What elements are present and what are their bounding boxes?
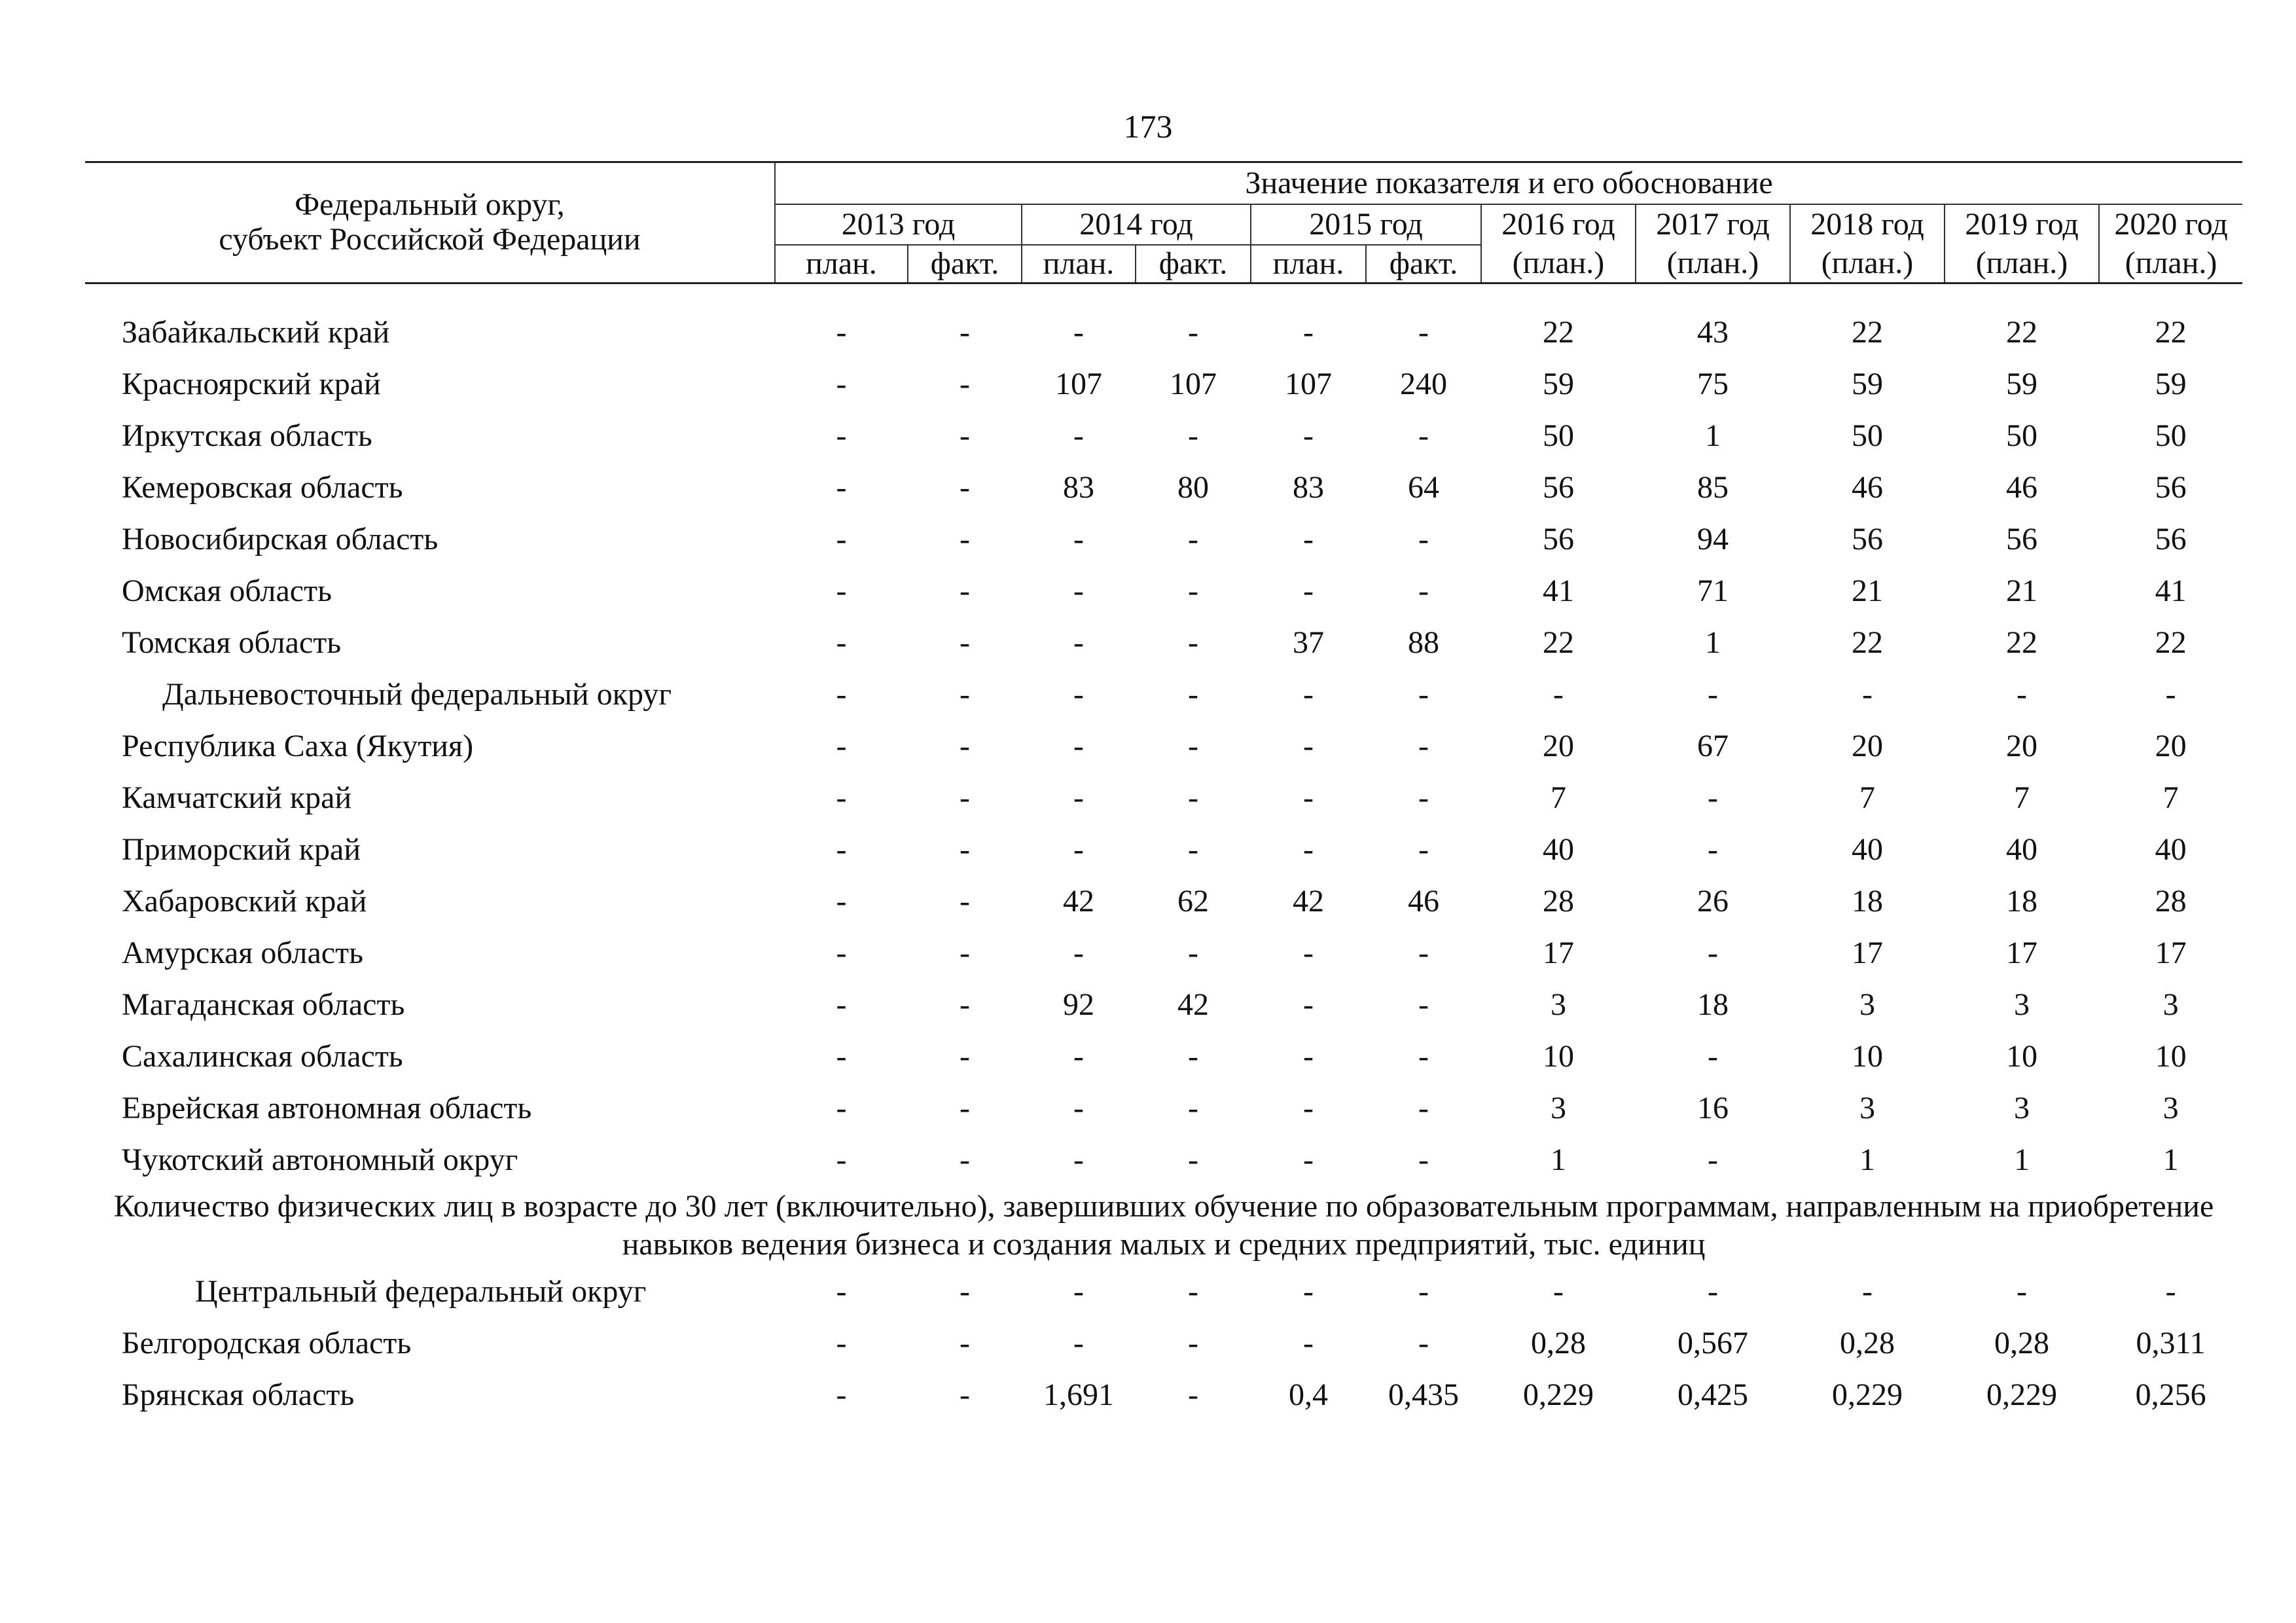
region-name: Красноярский край: [122, 367, 381, 401]
value-cell: -: [1708, 936, 1718, 970]
value-cell: -: [1188, 780, 1198, 815]
district-row: [85, 668, 2242, 720]
year-header-2014: 2014 год: [1022, 204, 1251, 245]
value-cell: -: [1188, 1091, 1198, 1125]
value-cell: -: [1303, 729, 1314, 763]
value-cell: 88: [1408, 625, 1439, 660]
value-cell: -: [836, 625, 847, 660]
value-cell: 0,4: [1289, 1377, 1328, 1412]
value-cell: -: [960, 625, 970, 660]
value-cell: 0,435: [1388, 1377, 1459, 1412]
value-cell: 0,229: [1986, 1377, 2057, 1412]
region-name: Еврейская автономная область: [122, 1091, 532, 1125]
value-cell: 21: [1852, 574, 1883, 608]
value-cell: -: [960, 936, 970, 970]
value-cell: -: [1188, 677, 1198, 712]
value-cell: 1: [1705, 418, 1721, 453]
value-cell: -: [1303, 987, 1314, 1022]
value-cell: 56: [2155, 470, 2187, 505]
section-title-row: [85, 1186, 2242, 1266]
value-cell: 7: [1551, 780, 1566, 815]
year-header-2020: 2020 год: [2114, 207, 2228, 242]
year-header-2018: 2018 год: [1790, 204, 1945, 245]
value-cell: -: [1303, 780, 1314, 815]
table-row: [85, 358, 2242, 410]
value-cell: 18: [2006, 884, 2037, 919]
value-cell: -: [836, 780, 847, 815]
page-number: 173: [1123, 108, 1173, 145]
region-name: Новосибирская область: [122, 522, 439, 556]
table-row: [85, 1134, 2242, 1186]
value-cell: -: [1418, 987, 1429, 1022]
table-row: [85, 306, 2242, 358]
value-cell: 64: [1408, 470, 1439, 505]
region-name: Сахалинская область: [122, 1039, 403, 1074]
value-cell: 59: [1852, 367, 1883, 401]
value-cell: -: [1303, 1326, 1314, 1360]
value-cell: -: [2017, 677, 2027, 712]
value-cell: 17: [1543, 936, 1574, 970]
value-cell: 17: [1852, 936, 1883, 970]
table-row: [85, 617, 2242, 668]
value-cell: -: [836, 522, 847, 556]
value-cell: -: [1303, 574, 1314, 608]
value-cell: -: [1303, 418, 1314, 453]
value-cell: -: [1862, 677, 1873, 712]
value-cell: 3: [1859, 987, 1875, 1022]
region-name: Хабаровский край: [122, 884, 367, 919]
value-cell: 1: [1705, 625, 1721, 660]
spacer-row: [85, 283, 2242, 307]
value-cell: -: [1188, 1274, 1198, 1309]
value-cell: -: [1418, 315, 1429, 350]
value-cell: -: [1073, 936, 1084, 970]
value-cell: -: [1188, 625, 1198, 660]
value-cell: 22: [1852, 625, 1883, 660]
value-cell: -: [836, 574, 847, 608]
value-cell: -: [836, 987, 847, 1022]
value-cell: -: [1073, 729, 1084, 763]
value-cell: -: [1303, 315, 1314, 350]
value-cell: 0,256: [2135, 1377, 2206, 1412]
section-title: Количество физических лиц в возрасте до 30 лет (включительно), завершивших обучение по образовательным программам, направленным на приобретение навыков ведения бизнеса и создания малых и средних предприятий, тыс. единиц: [113, 1189, 2214, 1262]
value-cell: -: [1708, 832, 1718, 867]
value-cell: 83: [1293, 470, 1324, 505]
value-cell: -: [1708, 1039, 1718, 1074]
table-row: [85, 1369, 2242, 1421]
table-row: [85, 1082, 2242, 1134]
value-cell: 40: [2006, 832, 2037, 867]
value-cell: -: [1188, 522, 1198, 556]
value-cell: -: [960, 1091, 970, 1125]
value-cell: 42: [1293, 884, 1324, 919]
value-cell: -: [1553, 677, 1564, 712]
sub-header-plan: план.: [775, 245, 908, 283]
value-cell: 59: [1543, 367, 1574, 401]
value-cell: -: [836, 1039, 847, 1074]
value-cell: -: [836, 677, 847, 712]
group-header: Значение показателя и его обоснование: [775, 162, 2242, 205]
value-cell: 17: [2155, 936, 2187, 970]
value-cell: -: [1073, 1039, 1084, 1074]
value-cell: 20: [1543, 729, 1574, 763]
value-cell: -: [1708, 780, 1718, 815]
value-cell: -: [960, 1274, 970, 1309]
value-cell: -: [1073, 780, 1084, 815]
value-cell: 3: [2162, 1091, 2179, 1125]
value-cell: 62: [1177, 884, 1209, 919]
value-cell: 50: [1852, 418, 1883, 453]
value-cell: 17: [2006, 936, 2037, 970]
value-cell: -: [1303, 1039, 1314, 1074]
table-row: [85, 462, 2242, 513]
value-cell: -: [1418, 780, 1429, 815]
region-name: Брянская область: [122, 1377, 355, 1412]
value-cell: 21: [2006, 574, 2037, 608]
table-row: [85, 979, 2242, 1030]
value-cell: 20: [2155, 729, 2187, 763]
value-cell: -: [960, 729, 970, 763]
value-cell: -: [836, 1274, 847, 1309]
value-cell: 28: [2155, 884, 2187, 919]
value-cell: -: [1188, 1326, 1198, 1360]
table-row: [85, 410, 2242, 462]
table-row: [85, 565, 2242, 617]
year-header-2013: 2013 год: [775, 204, 1022, 245]
region-name: Республика Саха (Якутия): [122, 729, 474, 763]
value-cell: 22: [2155, 625, 2187, 660]
value-cell: -: [960, 315, 970, 350]
value-cell: -: [1073, 677, 1084, 712]
region-name: Белгородская область: [122, 1326, 412, 1360]
value-cell: -: [1073, 522, 1084, 556]
value-cell: 22: [1543, 625, 1574, 660]
table-row: [85, 824, 2242, 875]
table-row: [85, 1317, 2242, 1369]
value-cell: 41: [1543, 574, 1574, 608]
year-header-2019: 2019 год: [1945, 204, 2099, 245]
value-cell: 0,567: [1677, 1326, 1748, 1360]
value-cell: -: [1303, 936, 1314, 970]
value-cell: -: [960, 677, 970, 712]
value-cell: -: [1188, 832, 1198, 867]
value-cell: 0,311: [2136, 1326, 2206, 1360]
value-cell: 0,229: [1832, 1377, 1903, 1412]
table-row: [85, 720, 2242, 772]
value-cell: -: [2165, 677, 2176, 712]
value-cell: -: [1418, 522, 1429, 556]
value-cell: 22: [1852, 315, 1883, 350]
value-cell: -: [1418, 832, 1429, 867]
value-cell: -: [960, 987, 970, 1022]
value-cell: 26: [1697, 884, 1729, 919]
value-cell: -: [1303, 1274, 1314, 1309]
value-cell: -: [1188, 1039, 1198, 1074]
value-cell: -: [836, 1142, 847, 1177]
value-cell: 46: [2006, 470, 2037, 505]
value-cell: 46: [1852, 470, 1883, 505]
value-cell: 1: [2162, 1142, 2179, 1177]
value-cell: 22: [2006, 625, 2037, 660]
value-cell: -: [2017, 1274, 2027, 1309]
value-cell: 67: [1697, 729, 1729, 763]
value-cell: 16: [1697, 1091, 1729, 1125]
value-cell: 107: [1285, 367, 1332, 401]
value-cell: 3: [2162, 987, 2179, 1022]
value-cell: -: [960, 470, 970, 505]
value-cell: -: [1188, 1142, 1198, 1177]
value-cell: 0,28: [1840, 1326, 1895, 1360]
value-cell: -: [836, 729, 847, 763]
value-cell: -: [1708, 677, 1718, 712]
value-cell: 0,229: [1523, 1377, 1594, 1412]
sub-header-plan: план.: [1251, 245, 1366, 283]
value-cell: -: [1418, 1039, 1429, 1074]
value-cell: -: [960, 832, 970, 867]
value-cell: 50: [2006, 418, 2037, 453]
region-name: Кемеровская область: [122, 470, 403, 505]
value-cell: 10: [1543, 1039, 1574, 1074]
value-cell: -: [1708, 1142, 1718, 1177]
value-cell: 56: [1543, 470, 1574, 505]
value-cell: -: [1188, 315, 1198, 350]
value-cell: -: [836, 1326, 847, 1360]
value-cell: -: [836, 367, 847, 401]
region-name: Иркутская область: [122, 418, 372, 453]
value-cell: 22: [2155, 315, 2187, 350]
sub-header-plan-paren: (план.): [1481, 245, 1636, 283]
value-cell: 80: [1177, 470, 1209, 505]
value-cell: -: [1188, 574, 1198, 608]
value-cell: -: [1862, 1274, 1873, 1309]
value-cell: -: [960, 780, 970, 815]
value-cell: 20: [1852, 729, 1883, 763]
value-cell: 85: [1697, 470, 1729, 505]
value-cell: 41: [2155, 574, 2187, 608]
region-name: Камчатский край: [122, 780, 352, 815]
value-cell: -: [1188, 936, 1198, 970]
value-cell: -: [1418, 418, 1429, 453]
value-cell: -: [1303, 522, 1314, 556]
value-cell: -: [1073, 1274, 1084, 1309]
value-cell: -: [1073, 418, 1084, 453]
value-cell: -: [1073, 315, 1084, 350]
table-row: [85, 927, 2242, 979]
value-cell: 0,425: [1677, 1377, 1748, 1412]
sub-header-plan: план.: [1022, 245, 1136, 283]
value-cell: -: [836, 832, 847, 867]
value-cell: 1: [1551, 1142, 1566, 1177]
value-cell: 50: [2155, 418, 2187, 453]
value-cell: 107: [1170, 367, 1217, 401]
value-cell: -: [1303, 677, 1314, 712]
value-cell: 7: [2014, 780, 2030, 815]
sub-header-fact: факт.: [908, 245, 1022, 283]
value-cell: 107: [1055, 367, 1102, 401]
district-row: [85, 1266, 2242, 1317]
value-cell: 10: [1852, 1039, 1883, 1074]
value-cell: -: [1303, 1142, 1314, 1177]
value-cell: 92: [1063, 987, 1094, 1022]
value-cell: 3: [1859, 1091, 1875, 1125]
value-cell: 10: [2155, 1039, 2187, 1074]
sub-header-plan-paren: (план.): [2125, 246, 2217, 281]
table-row: [85, 1030, 2242, 1082]
value-cell: 18: [1697, 987, 1729, 1022]
year-header-2016: 2016 год: [1481, 204, 1636, 245]
sub-header-fact: факт.: [1136, 245, 1251, 283]
value-cell: 50: [1543, 418, 1574, 453]
value-cell: -: [836, 315, 847, 350]
value-cell: 59: [2006, 367, 2037, 401]
region-name: Амурская область: [122, 936, 363, 970]
table-row: [85, 875, 2242, 927]
value-cell: 43: [1697, 315, 1729, 350]
value-cell: -: [960, 574, 970, 608]
value-cell: -: [836, 1091, 847, 1125]
value-cell: -: [2165, 1274, 2176, 1309]
value-cell: -: [960, 1039, 970, 1074]
value-cell: -: [1188, 1377, 1198, 1412]
value-cell: 0,28: [1994, 1326, 2049, 1360]
value-cell: 7: [1859, 780, 1875, 815]
value-cell: -: [1188, 418, 1198, 453]
value-cell: -: [1073, 1326, 1084, 1360]
district-name: Дальневосточный федеральный округ: [162, 677, 672, 712]
table-row: [85, 772, 2242, 824]
value-cell: -: [836, 884, 847, 919]
value-cell: 3: [1551, 1091, 1566, 1125]
value-cell: -: [1553, 1274, 1564, 1309]
value-cell: -: [1073, 832, 1084, 867]
value-cell: 18: [1852, 884, 1883, 919]
year-header-2017: 2017 год: [1636, 204, 1790, 245]
value-cell: -: [960, 1142, 970, 1177]
value-cell: -: [1073, 1091, 1084, 1125]
value-cell: 75: [1697, 367, 1729, 401]
value-cell: -: [1418, 1274, 1429, 1309]
value-cell: 1: [2014, 1142, 2030, 1177]
value-cell: 56: [1852, 522, 1883, 556]
value-cell: -: [960, 1377, 970, 1412]
value-cell: 22: [1543, 315, 1574, 350]
value-cell: -: [960, 522, 970, 556]
region-name: Чукотский автономный округ: [122, 1142, 518, 1177]
table-body: [85, 283, 2242, 1421]
region-header-line2: субъект Российской Федерации: [219, 222, 641, 257]
value-cell: -: [1418, 936, 1429, 970]
value-cell: -: [1418, 1326, 1429, 1360]
table-header: [85, 162, 2242, 283]
value-cell: 40: [1543, 832, 1574, 867]
value-cell: 1: [1859, 1142, 1875, 1177]
value-cell: 56: [1543, 522, 1574, 556]
value-cell: 40: [1852, 832, 1883, 867]
value-cell: -: [836, 418, 847, 453]
value-cell: 22: [2006, 315, 2037, 350]
value-cell: 42: [1177, 987, 1209, 1022]
value-cell: 83: [1063, 470, 1094, 505]
region-header-line1: Федеральный округ,: [295, 187, 565, 223]
value-cell: -: [1418, 1091, 1429, 1125]
region-name: Приморский край: [122, 832, 361, 867]
value-cell: 56: [2006, 522, 2037, 556]
value-cell: -: [836, 1377, 847, 1412]
value-cell: 3: [2014, 1091, 2030, 1125]
value-cell: 3: [1551, 987, 1566, 1022]
region-name: Томская область: [122, 625, 342, 660]
district-name: Центральный федеральный округ: [195, 1274, 647, 1309]
value-cell: 46: [1408, 884, 1439, 919]
value-cell: 1,691: [1043, 1377, 1114, 1412]
value-cell: 71: [1697, 574, 1729, 608]
value-cell: -: [1303, 832, 1314, 867]
value-cell: -: [960, 1326, 970, 1360]
value-cell: 42: [1063, 884, 1094, 919]
value-cell: 56: [2155, 522, 2187, 556]
value-cell: 240: [1400, 367, 1447, 401]
value-cell: 40: [2155, 832, 2187, 867]
value-cell: -: [1418, 729, 1429, 763]
value-cell: -: [1073, 625, 1084, 660]
value-cell: 7: [2162, 780, 2179, 815]
value-cell: -: [836, 936, 847, 970]
sub-header-plan-paren: (план.): [1790, 245, 1945, 283]
value-cell: 37: [1293, 625, 1324, 660]
value-cell: -: [960, 418, 970, 453]
value-cell: -: [1418, 1142, 1429, 1177]
value-cell: -: [1073, 1142, 1084, 1177]
value-cell: 94: [1697, 522, 1729, 556]
value-cell: 10: [2006, 1039, 2037, 1074]
indicator-table: [85, 161, 2242, 1421]
value-cell: -: [960, 884, 970, 919]
value-cell: -: [1418, 574, 1429, 608]
value-cell: -: [836, 470, 847, 505]
region-column-header: [85, 162, 775, 283]
sub-header-plan-paren: (план.): [1945, 245, 2099, 283]
region-name: Забайкальский край: [122, 315, 390, 350]
sub-header-fact: факт.: [1366, 245, 1481, 283]
value-cell: 20: [2006, 729, 2037, 763]
value-cell: -: [960, 367, 970, 401]
region-name: Магаданская область: [122, 987, 405, 1022]
value-cell: -: [1073, 574, 1084, 608]
year-header-2015: 2015 год: [1251, 204, 1481, 245]
value-cell: -: [1418, 677, 1429, 712]
region-name: Омская область: [122, 574, 332, 608]
value-cell: -: [1303, 1091, 1314, 1125]
table-row: [85, 513, 2242, 565]
value-cell: -: [1188, 729, 1198, 763]
value-cell: 59: [2155, 367, 2187, 401]
value-cell: 0,28: [1531, 1326, 1586, 1360]
value-cell: 3: [2014, 987, 2030, 1022]
value-cell: -: [1708, 1274, 1718, 1309]
value-cell: 28: [1543, 884, 1574, 919]
sub-header-plan-paren: (план.): [1636, 245, 1790, 283]
